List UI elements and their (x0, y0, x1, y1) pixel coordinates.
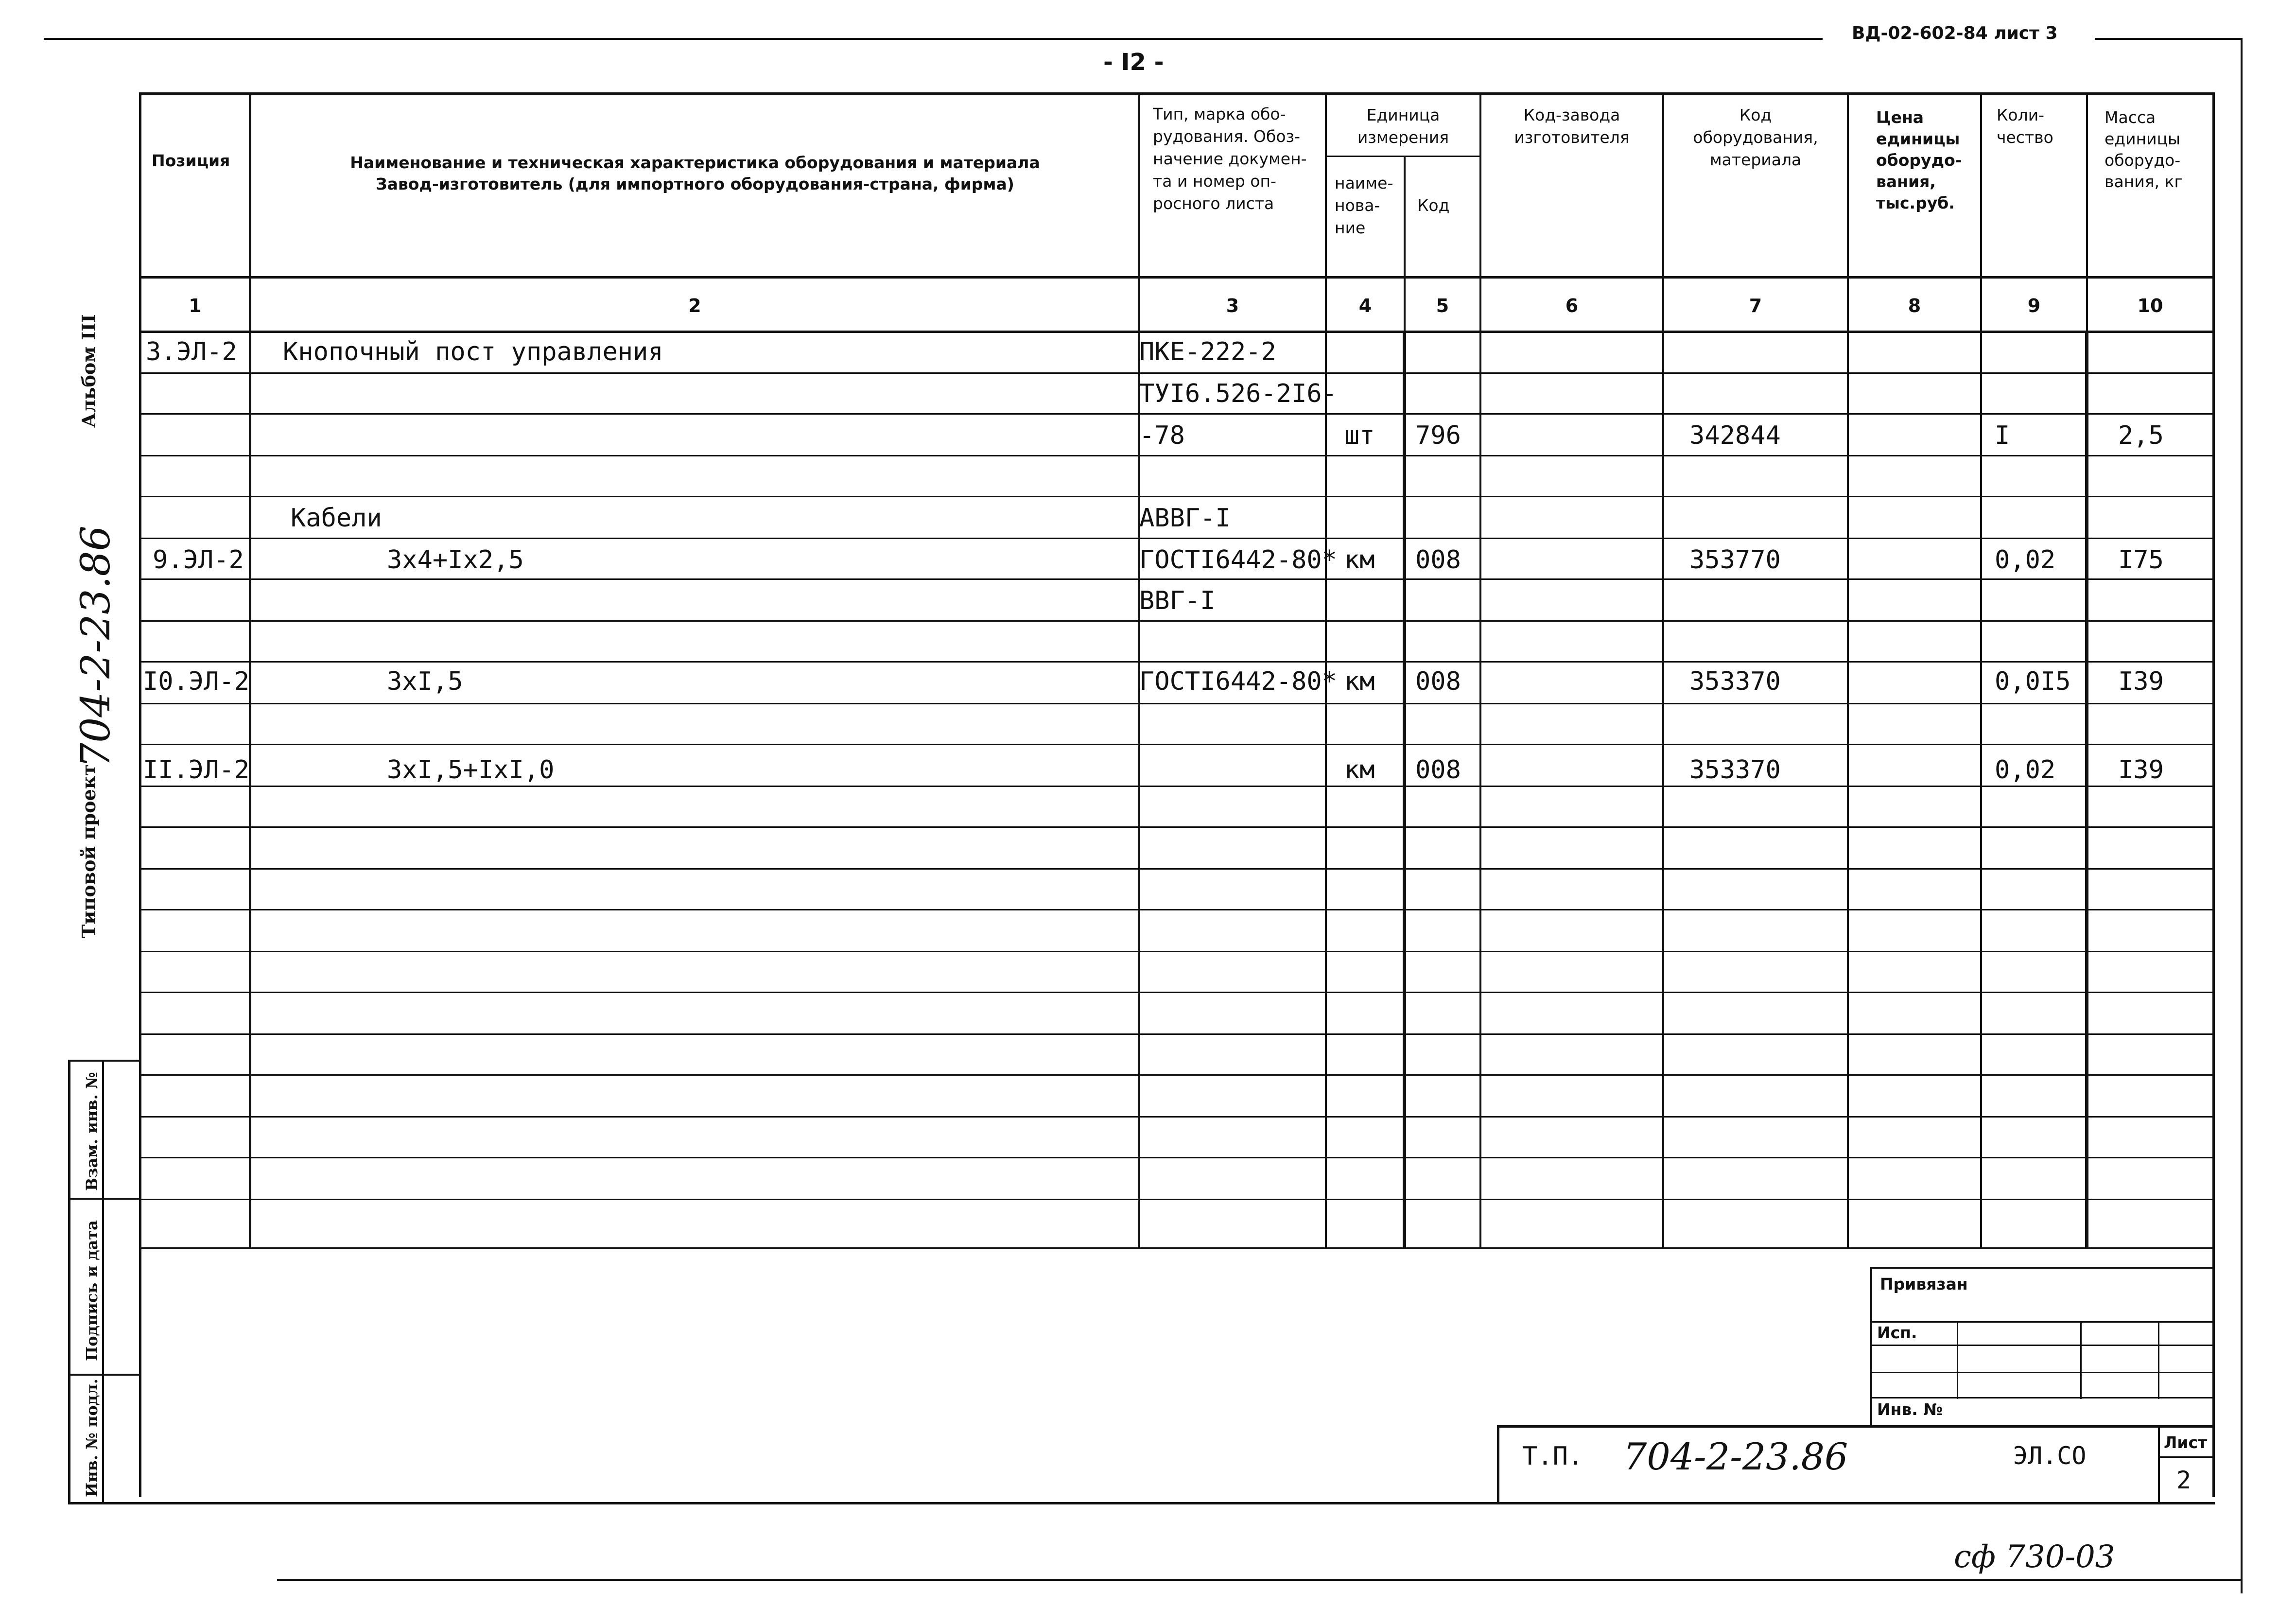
header-maker-line: Код-завода (1523, 105, 1620, 124)
page-number: - I2 - (1103, 49, 1164, 76)
stamp-tp-label: Т.П. (1522, 1442, 1583, 1471)
cell-qty: 0,02 (1995, 545, 2056, 575)
cell-type: -78 (1139, 421, 1185, 450)
header-equip-line: материала (1709, 150, 1802, 169)
cell-mass: I39 (2118, 667, 2164, 696)
table-body-bottom (139, 1247, 2214, 1249)
cell-name: 3хI,5+IхI,0 (387, 755, 555, 785)
cell-type: ТУI6.526-2I6- (1139, 379, 1337, 408)
column-number: 9 (2027, 295, 2041, 316)
cell-equip-code: 353370 (1689, 667, 1781, 696)
header-type-line: росного листа (1153, 194, 1274, 213)
header-mass-line: оборудо- (2105, 151, 2181, 170)
table-colnum-bottom (139, 331, 2214, 333)
stamp-line-isp (1870, 1321, 2214, 1323)
header-maker-line: изготовителя (1514, 128, 1630, 147)
side-project-label: Типовой проект (78, 764, 100, 938)
top-frame-line (44, 38, 1823, 40)
stamp-top (1870, 1267, 2214, 1269)
row-line (139, 1116, 2214, 1118)
header-unit-code: Код (1417, 196, 1450, 215)
header-qty-line: Коли- (1997, 105, 2045, 124)
header-equip-code (1664, 104, 1847, 171)
header-type-line: Тип, марка обо- (1153, 105, 1286, 123)
stamp-left (1870, 1267, 1872, 1427)
left-stamp-div1 (68, 1198, 139, 1200)
row-line (139, 744, 2214, 745)
box-left (1403, 332, 1406, 1249)
row-line (139, 826, 2214, 828)
row-line (139, 455, 2214, 456)
row-line (139, 992, 2214, 993)
header-mass-line: Масса (2105, 108, 2156, 127)
header-unit-name-line: нова- (1335, 196, 1380, 215)
row-line (139, 1074, 2214, 1076)
header-unit-name-line: ние (1335, 218, 1366, 237)
stamp-line-3 (1870, 1372, 2214, 1373)
cell-unit-code: 008 (1415, 755, 1461, 785)
footer-code: сф 730-03 (1954, 1539, 2115, 1575)
header-name-line1: Наименование и техническая характеристика оборудования и материала (350, 153, 1040, 172)
header-mass (2105, 107, 2183, 192)
cell-equip-code: 342844 (1689, 421, 1781, 450)
row-line (139, 1157, 2214, 1158)
table-top-border (139, 92, 2214, 95)
header-price-line: оборудо- (1876, 151, 1962, 170)
side-vzam-label: Взам. инв. № (83, 1072, 101, 1191)
row-line (139, 372, 2214, 374)
header-price-line: Цена (1876, 108, 1924, 127)
cell-mass: I39 (2118, 755, 2164, 785)
title-block-sheet-split (2158, 1456, 2214, 1458)
cell-name: Кабели (291, 504, 382, 533)
cell-unit: шт (1344, 421, 1375, 450)
top-frame-line-right (2095, 38, 2241, 40)
header-maker-code (1481, 104, 1662, 149)
cell-unit: км (1344, 667, 1375, 696)
left-stamp-inner (102, 1060, 104, 1504)
col-divider-8 (1980, 92, 1982, 1249)
cell-qty: 0,02 (1995, 755, 2056, 785)
cell-unit-code: 796 (1415, 421, 1461, 450)
header-price-line: тыс.руб. (1876, 193, 1955, 212)
cell-position: 3.ЭЛ-2 (146, 337, 237, 367)
row-line (139, 496, 2214, 497)
header-qty-line: чество (1997, 128, 2053, 147)
right-frame-line (2241, 38, 2243, 1593)
column-number: 3 (1226, 295, 1239, 316)
cell-qty: 0,0I5 (1995, 667, 2071, 696)
cell-type: ПКЕ-222-2 (1139, 337, 1276, 367)
box-right (2085, 332, 2088, 1249)
header-price-line: единицы (1876, 129, 1960, 148)
stamp-isp: Исп. (1877, 1323, 1917, 1342)
row-line (139, 786, 2214, 787)
column-number: 1 (189, 295, 202, 316)
stamp-line-2 (1870, 1345, 2214, 1346)
stamp-inv-no: Инв. № (1877, 1400, 1943, 1419)
header-unit-line: Единица (1366, 105, 1440, 124)
title-block-top (1497, 1425, 2214, 1428)
table-header-bottom (139, 276, 2214, 279)
cell-unit-code: 008 (1415, 667, 1461, 696)
cell-position: II.ЭЛ-2 (143, 755, 250, 785)
column-number: 8 (1908, 295, 1921, 316)
left-stamp-top (68, 1060, 139, 1062)
column-number: 10 (2137, 295, 2163, 316)
stamp-privyazan: Привязан (1880, 1275, 1968, 1293)
title-block-left (1497, 1425, 1499, 1503)
row-line (139, 868, 2214, 870)
row-line (139, 661, 2214, 663)
cell-type: ГОСТI6442-80* (1139, 667, 1337, 696)
column-number: 2 (688, 295, 701, 316)
unit-header-split (1325, 156, 1479, 157)
header-type-line: та и номер оп- (1153, 172, 1276, 191)
left-stamp-div2 (68, 1374, 139, 1376)
cell-unit: км (1344, 755, 1375, 785)
header-price (1876, 107, 1962, 214)
cell-name: 3х4+Iх2,5 (387, 545, 524, 575)
bottom-frame-line (277, 1579, 2243, 1581)
header-mass-line: единицы (2105, 129, 2181, 148)
header-name-line2: Завод-изготовитель (для импортного оборудования-страна, фирма) (376, 175, 1014, 193)
col-divider-5 (1479, 92, 1481, 1249)
title-block-sheet-div (2158, 1425, 2160, 1503)
header-qty (1997, 104, 2053, 149)
table-right-border (2212, 92, 2215, 1497)
cell-name: Кнопочный пост управления (283, 337, 663, 367)
left-stamp-outer (68, 1060, 70, 1504)
cell-type: ГОСТI6442-80* (1139, 545, 1337, 575)
col-divider-7 (1847, 92, 1849, 1249)
top-document-reference: ВД-02-602-84 лист 3 (1852, 23, 2058, 43)
side-album-label: Альбом III (78, 314, 100, 428)
cell-position: I0.ЭЛ-2 (143, 667, 250, 696)
row-line (139, 951, 2214, 952)
stamp-col-a (1957, 1321, 1958, 1399)
column-number: 5 (1436, 295, 1449, 316)
row-line (139, 1199, 2214, 1200)
stamp-doc-code: ЭЛ.СО (2013, 1442, 2087, 1470)
stamp-sheet-label: Лист (2164, 1433, 2208, 1452)
header-type (1153, 103, 1307, 215)
row-line (139, 538, 2214, 539)
header-position: Позиция (152, 151, 230, 170)
row-line (139, 620, 2214, 622)
cell-qty: I (1995, 421, 2010, 450)
col-divider-6 (1662, 92, 1664, 1249)
cell-equip-code: 353770 (1689, 545, 1781, 575)
header-mass-line: вания, кг (2105, 172, 2183, 191)
stamp-line-4 (1870, 1397, 2214, 1398)
column-number: 7 (1749, 295, 1762, 316)
column-number: 6 (1565, 295, 1579, 316)
row-line (139, 909, 2214, 910)
cell-type: ВВГ-I (1139, 586, 1216, 615)
side-project-number: 704-2-23.86 (73, 525, 119, 768)
stamp-tp-number: 704-2-23.86 (1623, 1435, 1848, 1478)
stamp-col-b (2080, 1321, 2082, 1399)
column-number: 4 (1358, 295, 1372, 316)
header-unit-name (1335, 172, 1393, 239)
frame-bottom-line (68, 1502, 2215, 1504)
cell-equip-code: 353370 (1689, 755, 1781, 785)
cell-position: 9.ЭЛ-2 (153, 545, 244, 575)
side-podpis-label: Подпись и дата (83, 1220, 101, 1361)
header-unit-name-line: наиме- (1335, 174, 1393, 192)
header-type-line: начение докумен- (1153, 149, 1307, 168)
header-equip-line: Код (1739, 105, 1772, 124)
header-unit-line: измерения (1357, 128, 1449, 147)
header-price-line: вания, (1876, 172, 1936, 191)
cell-mass: 2,5 (2118, 421, 2164, 450)
cell-unit: км (1344, 545, 1375, 575)
cell-unit-code: 008 (1415, 545, 1461, 575)
row-line (139, 703, 2214, 704)
cell-name: 3хI,5 (387, 667, 463, 696)
row-line (139, 578, 2214, 580)
cell-mass: I75 (2118, 545, 2164, 575)
side-inv-label: Инв. № подл. (83, 1379, 101, 1497)
header-type-line: рудования. Обоз- (1153, 127, 1300, 146)
stamp-sheet-number: 2 (2176, 1466, 2192, 1494)
stamp-col-c (2158, 1321, 2159, 1399)
row-line (139, 413, 2214, 415)
cell-type: АВВГ-I (1139, 504, 1231, 533)
header-unit-group (1327, 104, 1479, 149)
row-line (139, 1033, 2214, 1035)
header-equip-line: оборудования, (1693, 128, 1818, 147)
